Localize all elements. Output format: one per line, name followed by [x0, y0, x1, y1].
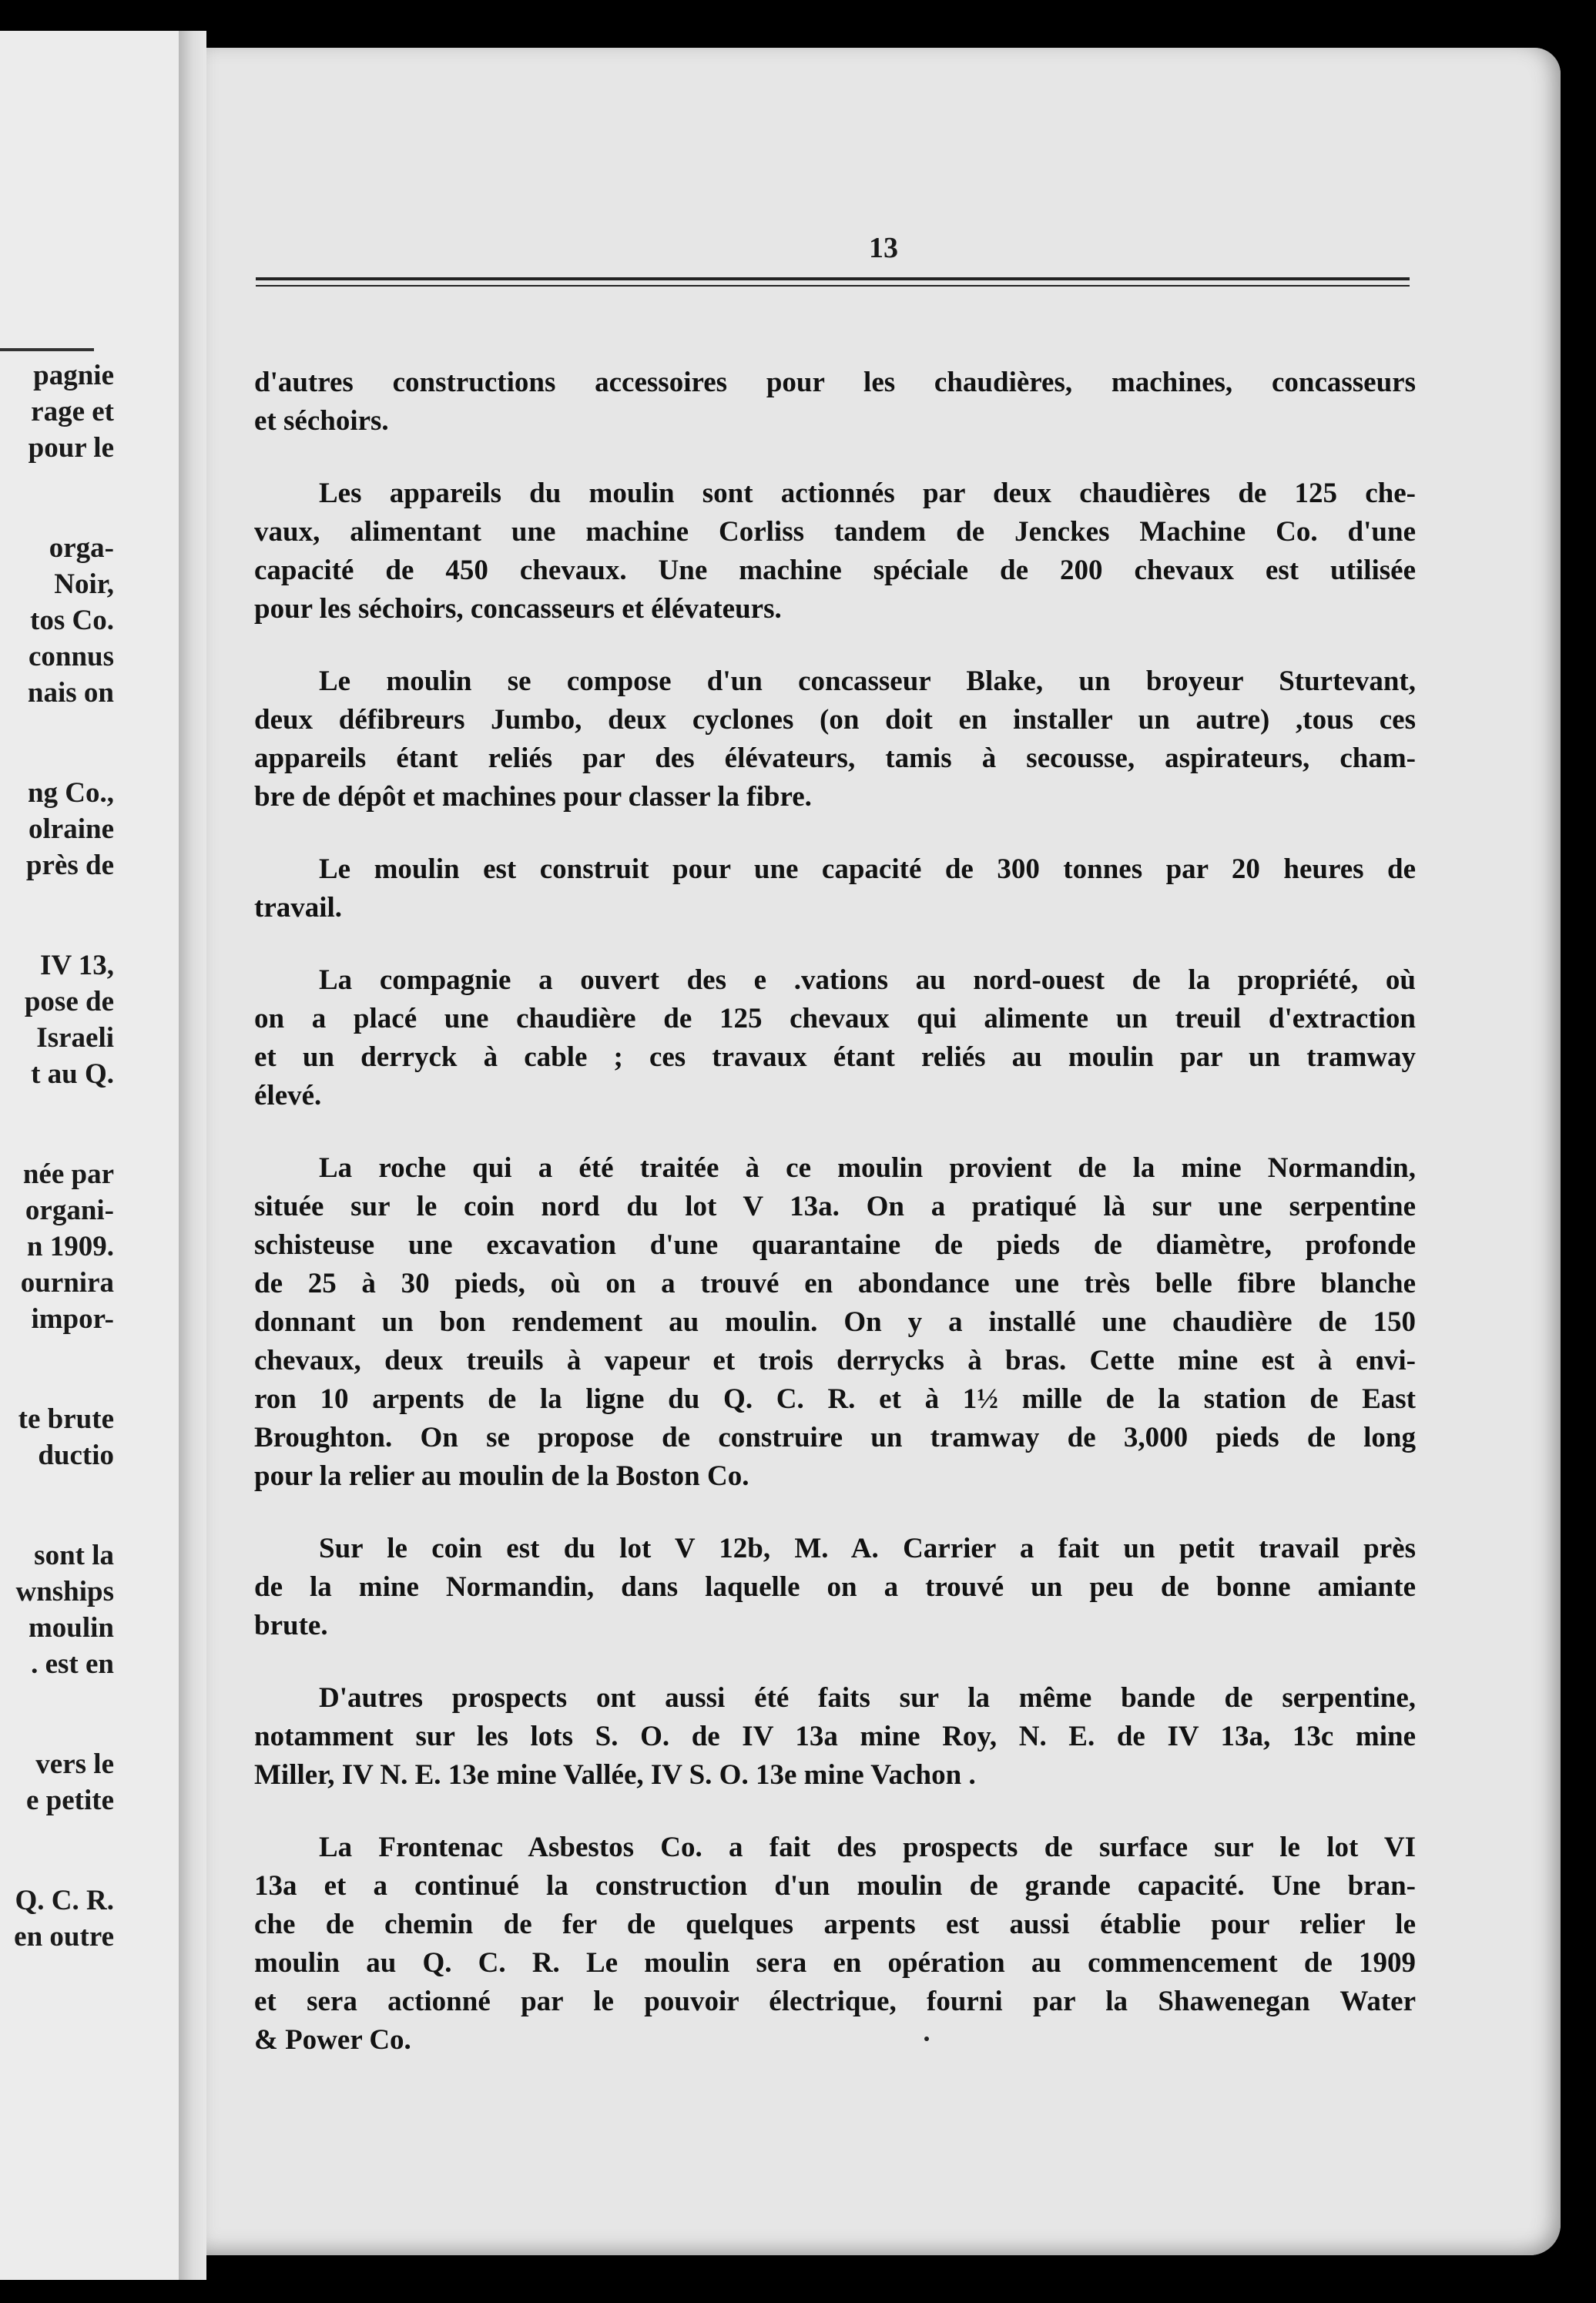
paragraph [254, 850, 1416, 927]
body-text [254, 364, 1416, 2060]
facing-page-line: nais on [27, 677, 114, 709]
text-line: et sera actionné par le pouvoir électrique, fourni par la Shawenegan Water [254, 1986, 1416, 2017]
facing-page-line: ng Co., [27, 777, 114, 809]
text-line: ron 10 arpents de la ligne du Q. C. R. et à 1½ mille de la station de East [254, 1383, 1416, 1415]
facing-page-line: . est en [31, 1648, 114, 1680]
text-line: 13a et a continué la construction d'un moulin de grande capacité. Une bran- [254, 1870, 1416, 1902]
text-line: che de chemin de fer de quelques arpents est aussi établie pour relier le [254, 1909, 1416, 1940]
paragraph [254, 364, 1416, 441]
paragraph [254, 662, 1416, 816]
header-rule [256, 277, 1410, 280]
paragraph [254, 1829, 1416, 2060]
text-line: travail. [254, 892, 343, 924]
facing-page-line: pour le [28, 432, 114, 464]
facing-page-line: moulin [28, 1612, 114, 1644]
facing-page-rule [0, 348, 94, 351]
facing-page-line: ournira [20, 1267, 114, 1299]
facing-page-line: en outre [14, 1921, 114, 1953]
text-line: pour les séchoirs, concasseurs et élévateurs. [254, 593, 782, 625]
text-line: Le moulin se compose d'un concasseur Blake, un broyeur Sturtevant, [319, 665, 1416, 697]
facing-page-line: près de [25, 850, 114, 881]
facing-page-line: impor- [31, 1303, 114, 1335]
facing-page-line: pose de [24, 986, 114, 1017]
text-line: D'autres prospects ont aussi été faits sur la même bande de serpentine, [319, 1682, 1416, 1714]
text-line: élevé. [254, 1080, 322, 1111]
facing-page-line: connus [28, 641, 114, 672]
text-line: bre de dépôt et machines pour classer la fibre. [254, 781, 812, 813]
text-line: d'autres constructions accessoires pour les chaudières, machines, concasseurs [254, 367, 1416, 398]
paragraph [254, 474, 1416, 629]
paragraph [254, 1149, 1416, 1496]
text-line: chevaux, deux treuils à vapeur et trois derrycks à bras. Cette mine est à envi- [254, 1345, 1416, 1376]
text-line: Broughton. On se propose de construire un tramway de 3,000 pieds de long [254, 1422, 1416, 1453]
text-line: pour la relier au moulin de la Boston Co. [254, 1460, 749, 1492]
page-dot-mark [924, 2036, 929, 2041]
text-line: notamment sur les lots S. O. de IV 13a mine Roy, N. E. de IV 13a, 13c mine [254, 1721, 1416, 1752]
text-line: Miller, IV N. E. 13e mine Vallée, IV S. O. 13e mine Vachon . [254, 1759, 976, 1791]
text-line: La compagnie a ouvert des e .vations au nord-ouest de la propriété, où [319, 964, 1416, 996]
facing-page-line: ductio [38, 1440, 114, 1471]
text-line: brute. [254, 1610, 328, 1641]
text-line: Sur le coin est du lot V 12b, M. A. Carrier a fait un petit travail près [319, 1533, 1416, 1564]
facing-page-line: wnships [15, 1576, 114, 1607]
paragraph [254, 1679, 1416, 1795]
text-line: La Frontenac Asbestos Co. a fait des prospects de surface sur le lot VI [319, 1832, 1416, 1863]
facing-page-line: tos Co. [30, 605, 114, 636]
text-line: de 25 à 30 pieds, où on a trouvé en abondance une très belle fibre blanche [254, 1268, 1416, 1299]
paragraph [254, 1530, 1416, 1645]
text-line: située sur le coin nord du lot V 13a. On a pratiqué là sur une serpentine [254, 1191, 1416, 1222]
document-page [206, 48, 1561, 2255]
facing-page-line: née par [22, 1158, 114, 1190]
facing-page-line: IV 13, [40, 950, 114, 981]
text-line: Le moulin est construit pour une capacité de 300 tonnes par 20 heures de [319, 853, 1416, 885]
text-line: appareils étant reliés par des élévateurs, tamis à secousse, aspirateurs, cham- [254, 743, 1416, 774]
facing-page-line: t au Q. [31, 1058, 114, 1090]
page-number: 13 [869, 232, 898, 264]
facing-page-line: vers le [35, 1748, 114, 1780]
text-line: & Power Co. [254, 2024, 411, 2056]
facing-page-line: organi- [25, 1195, 114, 1226]
text-line: Les appareils du moulin sont actionnés par deux chaudières de 125 che- [319, 478, 1416, 509]
facing-page-line: sont la [34, 1540, 114, 1571]
facing-page-line: Q. C. R. [15, 1885, 114, 1916]
facing-page-fragment [0, 31, 181, 2280]
facing-page-line: n 1909. [26, 1231, 114, 1262]
facing-page-line: orga- [49, 532, 114, 564]
text-line: schisteuse une excavation d'une quarantaine de pieds de diamètre, profonde [254, 1229, 1416, 1261]
facing-page-line: te brute [18, 1403, 114, 1435]
facing-page-line: Noir, [54, 568, 114, 600]
text-line: et séchoirs. [254, 405, 389, 437]
facing-page-line: rage et [31, 396, 114, 427]
facing-page-line: pagnie [33, 360, 114, 391]
text-line: La roche qui a été traitée à ce moulin provient de la mine Normandin, [319, 1152, 1416, 1184]
text-line: capacité de 450 chevaux. Une machine spéciale de 200 chevaux est utilisée [254, 555, 1416, 586]
facing-page-line: olraine [28, 813, 114, 845]
text-line: on a placé une chaudière de 125 chevaux qui alimente un treuil d'extraction [254, 1003, 1416, 1034]
text-line: moulin au Q. C. R. Le moulin sera en opération au commencement de 1909 [254, 1947, 1416, 1979]
text-line: vaux, alimentant une machine Corliss tandem de Jenckes Machine Co. d'une [254, 516, 1416, 548]
text-line: et un derryck à cable ; ces travaux étant reliés au moulin par un tramway [254, 1041, 1416, 1073]
text-line: deux défibreurs Jumbo, deux cyclones (on doit en installer un autre) ,tous ces [254, 704, 1416, 736]
text-line: de la mine Normandin, dans laquelle on a trouvé un peu de bonne amiante [254, 1571, 1416, 1603]
facing-page-line: Israeli [36, 1022, 114, 1054]
header-rule-thin [256, 285, 1410, 287]
facing-page-line: e petite [25, 1785, 114, 1816]
text-line: donnant un bon rendement au moulin. On y a installé une chaudière de 150 [254, 1306, 1416, 1338]
paragraph [254, 961, 1416, 1115]
binding-gutter [179, 31, 206, 2280]
